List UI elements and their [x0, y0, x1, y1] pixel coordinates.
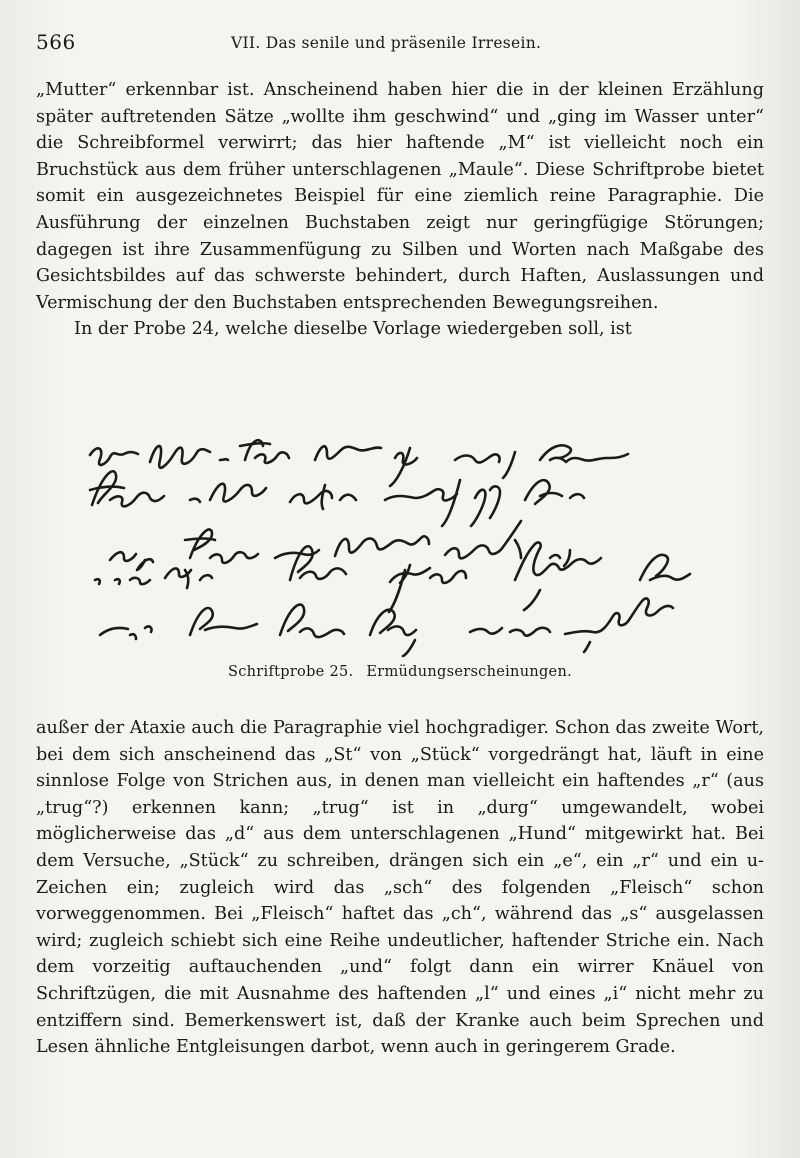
page-number: 566: [36, 30, 76, 54]
running-head: VII. Das senile und präsenile Irresein.: [231, 34, 542, 52]
paragraph: außer der Ataxie auch die Paragraphie viel hochgradiger. Schon das zweite Wort, bei dem sich anscheinend das „St“ von „Stück“ vorgedrängt hat, läuft in eine sinnlose Folge von Strichen aus, in denen man vielleicht ein haftendes „r“ (aus „trug“?) erkennen kann; „trug“ ist in „durg“ umgewandelt, wobei möglicherweise das „d“ aus dem unterschlagenen „Hund“ mitgewirkt hat. Bei dem Versuche, „Stück“ zu schreiben, drängen sich ein „e“, ein „r“ und ein u-Zeichen ein; zugleich wird das „sch“ des folgenden „Fleisch“ schon vorweggenommen. Bei „Fleisch“ haftet das „ch“, während das „s“ ausgelassen wird; zugleich schiebt sich eine Reihe undeutlicher, haftender Striche ein. Nach dem vorzeitig auftauchenden „und“ folgt dann ein wirrer Knäuel von Schriftzügen, die mit Ausnahme des haftenden „l“ und eines „i“ nicht mehr zu entziffern sind. Bemerkenswert ist, daß der Kranke auch beim Sprechen und Lesen ähnliche Entgleisungen darbot, wenn auch in geringerem Grade.: [36, 718, 764, 1058]
paragraph: In der Probe 24, welche dieselbe Vorlage wiedergeben soll, ist: [74, 319, 632, 340]
body-text-bottom: [36, 715, 764, 1061]
caption-text: Ermüdungserscheinungen.: [366, 664, 572, 680]
body-text-top: [36, 77, 764, 343]
handwriting-sample-image: [70, 430, 730, 660]
paragraph: „Mutter“ erkennbar ist. Anscheinend haben hier die in der kleinen Erzählung später auftretenden Sätze „wollte ihm geschwind“ und „ging im Wasser unter“ die Schreibformel verwirrt; das hier haftende „M“ ist vielleicht noch ein Bruchstück aus dem früher unterschlagenen „Maule“. Diese Schriftprobe bietet somit ein ausgezeichnetes Beispiel für eine ziemlich reine Paragraphie. Die Ausführung der einzelnen Buchstaben zeigt nur geringfügige Störungen; dagegen ist ihre Zusammenfügung zu Silben und Worten nach Maßgabe des Gesichtsbildes auf das schwerste behindert, durch Haften, Auslassungen und Vermischung der den Buchstaben entsprechenden Bewegungsreihen.: [36, 80, 764, 313]
figure-caption: [0, 664, 800, 680]
caption-label: Schriftprobe 25.: [227, 664, 354, 680]
handwriting-scribble-image: [70, 430, 730, 660]
page-header: [36, 30, 764, 62]
